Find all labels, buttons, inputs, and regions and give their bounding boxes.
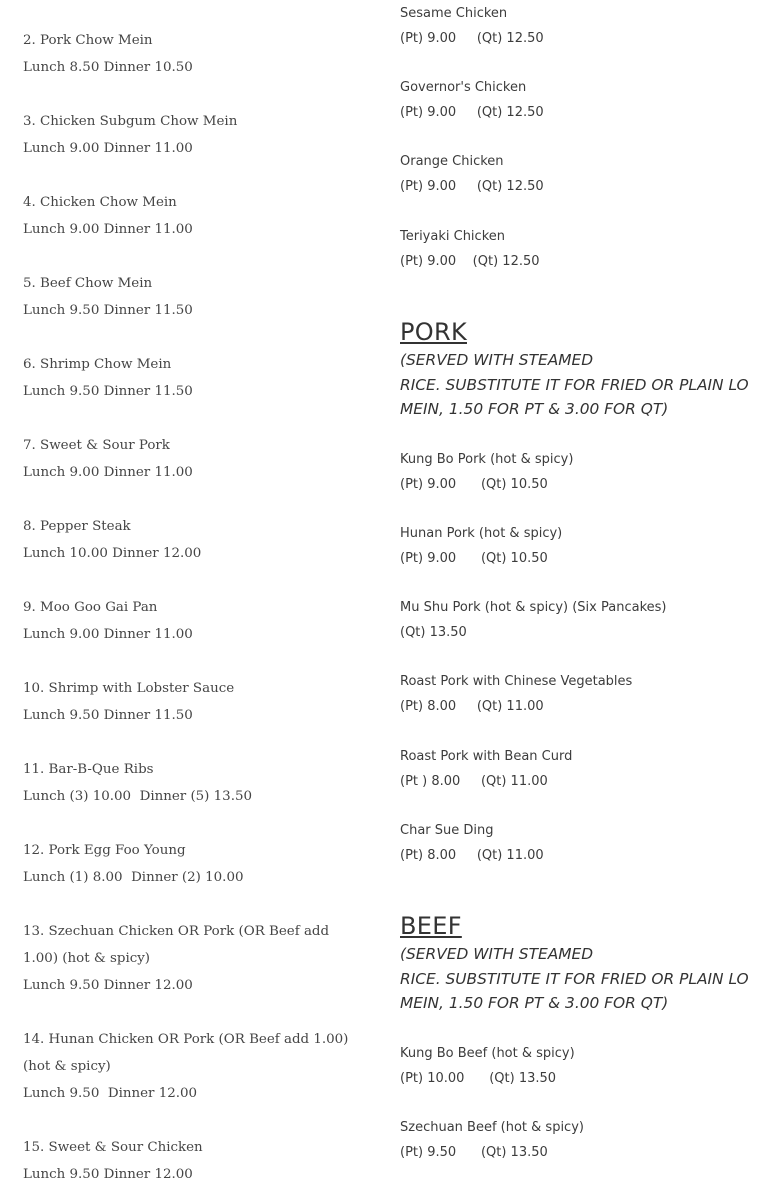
combo-item-8	[23, 513, 201, 567]
combo-price: Lunch 8.50 Dinner 10.50	[23, 60, 193, 75]
menu-item-governors-chicken	[400, 76, 544, 125]
combo-item-15	[23, 1134, 203, 1188]
combo-name: 14. Hunan Chicken OR Pork (OR Beef add 1.00) (hot & spicy)	[23, 1032, 353, 1074]
menu-item-roast-pork-bean-curd	[400, 745, 572, 794]
menu-item-roast-pork-chinese-vegetables	[400, 670, 632, 719]
combo-price: Lunch 9.00 Dinner 11.00	[23, 465, 193, 480]
item-name: Kung Bo Beef (hot & spicy)	[400, 1046, 575, 1061]
item-price: (Pt) 9.00 (Qt) 10.50	[400, 550, 548, 566]
combo-name: 11. Bar-B-Que Ribs	[23, 762, 154, 777]
combo-price: Lunch 9.50 Dinner 12.00	[23, 1086, 198, 1101]
section-note-pork: (SERVED WITH STEAMED RICE. SUBSTITUTE IT FOR FRIED OR PLAIN LO MEIN, 1.50 FOR PT & 3.00 FOR QT)	[400, 351, 749, 418]
item-name: Char Sue Ding	[400, 823, 494, 838]
menu-item-char-sue-ding	[400, 819, 544, 868]
item-price: (Pt) 9.00 (Qt) 12.50	[400, 30, 544, 46]
item-name: Teriyaki Chicken	[400, 229, 505, 244]
combo-price: Lunch (1) 8.00 Dinner (2) 10.00	[23, 870, 244, 885]
menu-item-sesame-chicken	[400, 2, 544, 51]
combo-price: Lunch 10.00 Dinner 12.00	[23, 546, 202, 561]
combo-price: Lunch (3) 10.00 Dinner (5) 13.50	[23, 789, 253, 804]
item-name: Roast Pork with Chinese Vegetables	[400, 674, 633, 689]
menu-item-teriyaki-chicken	[400, 225, 540, 274]
combo-price: Lunch 9.50 Dinner 11.50	[23, 303, 193, 318]
combo-item-4	[23, 189, 193, 243]
item-price: (Pt) 10.00 (Qt) 13.50	[400, 1070, 557, 1086]
item-name: Sesame Chicken	[400, 6, 508, 21]
section-note-beef: (SERVED WITH STEAMED RICE. SUBSTITUTE IT FOR FRIED OR PLAIN LO MEIN, 1.50 FOR PT & 3.00 FOR QT)	[400, 945, 749, 1012]
combo-item-6	[23, 351, 193, 405]
combo-name: 9. Moo Goo Gai Pan	[23, 600, 158, 615]
item-name: Roast Pork with Bean Curd	[400, 749, 573, 764]
combo-name: 15. Sweet & Sour Chicken	[23, 1140, 203, 1155]
combo-price: Lunch 9.50 Dinner 11.50	[23, 384, 193, 399]
menu-item-szechuan-beef	[400, 1116, 584, 1165]
section-title-beef: BEEF	[400, 912, 462, 940]
item-price: (Pt ) 8.00 (Qt) 11.00	[400, 773, 548, 789]
item-name: Szechuan Beef (hot & spicy)	[400, 1120, 584, 1135]
combo-name: 8. Pepper Steak	[23, 519, 131, 534]
combo-item-9	[23, 594, 193, 648]
item-name: Orange Chicken	[400, 154, 504, 169]
item-price: (Pt) 8.00 (Qt) 11.00	[400, 698, 544, 714]
item-price: (Pt) 9.00 (Qt) 10.50	[400, 476, 548, 492]
section-title-pork: PORK	[400, 318, 467, 346]
combo-name: 4. Chicken Chow Mein	[23, 195, 177, 210]
combo-item-2	[23, 27, 193, 81]
combo-item-14	[23, 1026, 368, 1107]
combo-name: 10. Shrimp with Lobster Sauce	[23, 681, 235, 696]
combo-name: 13. Szechuan Chicken OR Pork (OR Beef add 1.00) (hot & spicy)	[23, 924, 334, 966]
combo-item-10	[23, 675, 234, 729]
item-price: (Pt) 9.00 (Qt) 12.50	[400, 253, 540, 269]
combo-name: 3. Chicken Subgum Chow Mein	[23, 114, 238, 129]
item-price: (Pt) 9.00 (Qt) 12.50	[400, 178, 544, 194]
combo-price: Lunch 9.00 Dinner 11.00	[23, 141, 193, 156]
combo-item-11	[23, 756, 252, 810]
combo-name: 5. Beef Chow Mein	[23, 276, 153, 291]
combo-name: 2. Pork Chow Mein	[23, 33, 153, 48]
combo-price: Lunch 9.50 Dinner 12.00	[23, 1167, 193, 1182]
item-price: (Pt) 9.50 (Qt) 13.50	[400, 1144, 548, 1160]
menu-item-kung-bo-pork	[400, 448, 573, 497]
menu-item-mu-shu-pork	[400, 596, 666, 645]
combo-name: 7. Sweet & Sour Pork	[23, 438, 170, 453]
combo-name: 12. Pork Egg Foo Young	[23, 843, 186, 858]
combo-item-3	[23, 108, 237, 162]
menu-item-orange-chicken	[400, 150, 544, 199]
item-name: Kung Bo Pork (hot & spicy)	[400, 452, 574, 467]
item-price: (Qt) 13.50	[400, 624, 467, 640]
menu-item-hunan-pork	[400, 522, 562, 571]
combo-price: Lunch 9.50 Dinner 12.00	[23, 978, 193, 993]
menu-item-kung-bo-beef	[400, 1042, 575, 1091]
item-name: Mu Shu Pork (hot & spicy) (Six Pancakes)	[400, 600, 667, 615]
combo-price: Lunch 9.50 Dinner 11.50	[23, 708, 193, 723]
combo-price: Lunch 9.00 Dinner 11.00	[23, 627, 193, 642]
combo-item-5	[23, 270, 193, 324]
combo-name: 6. Shrimp Chow Mein	[23, 357, 172, 372]
combo-item-7	[23, 432, 193, 486]
item-name: Governor's Chicken	[400, 80, 527, 95]
item-price: (Pt) 9.00 (Qt) 12.50	[400, 104, 544, 120]
combo-item-13	[23, 918, 368, 999]
combo-price: Lunch 9.00 Dinner 11.00	[23, 222, 193, 237]
item-price: (Pt) 8.00 (Qt) 11.00	[400, 847, 544, 863]
combo-item-12	[23, 837, 243, 891]
item-name: Hunan Pork (hot & spicy)	[400, 526, 563, 541]
